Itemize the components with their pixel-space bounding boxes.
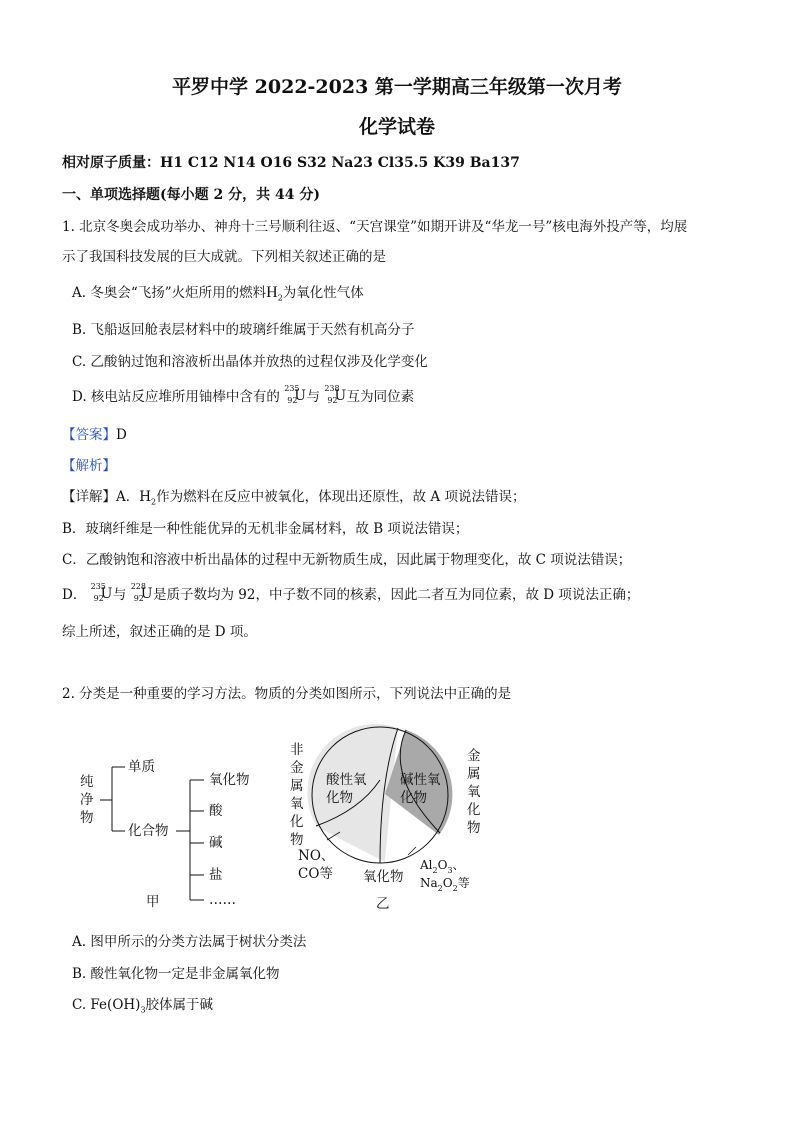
nonmetal-char-1: 非 xyxy=(290,742,304,758)
detail-d-mid: 与 xyxy=(112,587,127,603)
isotope-u235-detail: 235 92 U xyxy=(90,582,113,603)
co-label: CO等 xyxy=(298,866,333,882)
detail-a-pre: A．H xyxy=(116,489,152,505)
q1-option-a-post: 为氧化性气体 xyxy=(282,285,364,301)
detail-a-post: 作为燃料在反应中被氧化，体现出还原性，故 A 项说法错误； xyxy=(156,489,526,505)
q1-option-a-pre: A. 冬奥会“飞扬”火炬所用的燃料 xyxy=(72,285,267,301)
tree-root-char-3: 物 xyxy=(80,810,94,826)
metal-char-5: 物 xyxy=(467,820,481,836)
q2-option-c-pre: C. Fe(OH) xyxy=(72,997,141,1013)
q2-option-c xyxy=(72,993,213,1015)
tree-acid: 酸 xyxy=(209,803,223,819)
q2-option-a: A. 图甲所示的分类方法属于树状分类法 xyxy=(72,934,307,950)
q1-detail-d xyxy=(62,583,639,603)
metal-char-1: 金 xyxy=(467,748,481,764)
tree-root-char-1: 纯 xyxy=(80,774,94,790)
na2o2-label: $Na_2O_2$等 xyxy=(420,876,470,893)
isotope-u228-detail: 228 92 U xyxy=(130,582,153,603)
acidic-oxide-l2: 化物 xyxy=(326,790,353,806)
no-label: NO、 xyxy=(298,848,335,864)
q2-stem: 2. 分类是一种重要的学习方法。物质的分类如图所示，下列说法中正确的是 xyxy=(62,686,512,702)
isotope-u238: 238 92 U xyxy=(324,384,347,405)
metal-char-4: 化 xyxy=(467,802,481,818)
answer-value: D xyxy=(116,427,127,443)
q2-option-b: B. 酸性氧化物一定是非金属氧化物 xyxy=(72,966,280,982)
tree-base: 碱 xyxy=(209,835,223,851)
analysis-tag: 【解析】 xyxy=(62,458,116,474)
tree-ellipsis: …… xyxy=(209,892,236,908)
oxide-label: 氧化物 xyxy=(363,869,404,885)
tree-salt: 盐 xyxy=(209,867,223,883)
q1-option-d-post: 互为同位素 xyxy=(346,389,415,405)
q1-option-a xyxy=(72,281,364,303)
tree-oxide: 氧化物 xyxy=(209,772,250,788)
metal-char-3: 氧 xyxy=(467,784,481,800)
q1-summary: 综上所述，叙述正确的是 D 项。 xyxy=(62,624,257,640)
q1-option-a-sub: 2 xyxy=(277,293,283,303)
tree-caption: 甲 xyxy=(146,894,160,910)
detail-d-pre: D． xyxy=(62,587,87,603)
atomic-masses: 相对原子质量：H1 C12 N14 O16 S32 Na23 Cl35.5 K39 Ba137 xyxy=(62,155,520,171)
q2-option-c-post: 胶体属于碱 xyxy=(145,997,214,1013)
nonmetal-char-2: 金 xyxy=(290,760,304,776)
section-heading: 一、单项选择题(每小题 2 分，共 44 分) xyxy=(62,187,320,203)
q1-option-d-pre: D. 核电站反应堆所用铀棒中含有的 xyxy=(72,389,280,405)
q1-option-b: B. 飞船返回舱表层材料中的玻璃纤维属于天然有机高分子 xyxy=(72,322,415,338)
nonmetal-char-3: 属 xyxy=(290,778,304,794)
tree-root-char-2: 净 xyxy=(80,792,94,808)
isotope-u235: 235 92 U xyxy=(284,384,307,405)
q1-stem-line2: 示了我国科技发展的巨大成就。下列相关叙述正确的是 xyxy=(62,249,386,265)
tree-compound: 化合物 xyxy=(128,823,169,839)
q1-answer xyxy=(62,423,127,443)
basic-oxide-l2: 化物 xyxy=(400,790,427,806)
q1-option-d-mid: 与 xyxy=(306,389,321,405)
q1-detail-b: B．玻璃纤维是一种性能优异的无机非金属材料，故 B 项说法错误； xyxy=(62,521,469,537)
acidic-oxide-l1: 酸性氧 xyxy=(326,772,367,788)
answer-tag: 【答案】 xyxy=(62,427,116,443)
page-title: 平罗中学 2022-2023 第一学期高三年级第一次月考 xyxy=(172,76,622,98)
nonmetal-char-4: 氧 xyxy=(290,796,304,812)
detail-a-sub: 2 xyxy=(151,497,157,507)
metal-char-2: 属 xyxy=(467,766,481,782)
q1-option-a-h: H xyxy=(266,284,278,301)
q1-option-c: C. 乙酸钠过饱和溶液析出晶体并放热的过程仅涉及化学变化 xyxy=(72,354,428,370)
al2o3-label: $Al_2O_3$、 xyxy=(420,858,465,875)
circle-caption: 乙 xyxy=(376,896,390,912)
q1-option-d xyxy=(72,385,414,405)
tree-diagram xyxy=(70,745,270,915)
basic-oxide-l1: 碱性氧 xyxy=(400,772,441,788)
q2-option-c-sub: 3 xyxy=(140,1005,146,1015)
nonmetal-char-5: 化 xyxy=(290,814,304,830)
q1-stem-line1: 1. 北京冬奥会成功举办、神舟十三号顺利往返、“天宫课堂”如期开讲及“华龙一号”核电海外投产等，均展 xyxy=(62,219,688,235)
page-subtitle: 化学试卷 xyxy=(358,116,435,138)
detail-tag: 【详解】 xyxy=(62,489,116,505)
q1-detail-c: C．乙酸钠饱和溶液中析出晶体的过程中无新物质生成，因此属于物理变化，故 C 项说法错误； xyxy=(62,552,632,568)
tree-elemental: 单质 xyxy=(128,759,155,775)
q1-detail-a xyxy=(62,485,525,507)
circle-diagram xyxy=(280,720,500,915)
detail-d-post: 是质子数均为 92，中子数不同的核素，因此二者互为同位素，故 D 项说法正确； xyxy=(153,587,640,603)
nonmetal-char-6: 物 xyxy=(290,832,304,848)
